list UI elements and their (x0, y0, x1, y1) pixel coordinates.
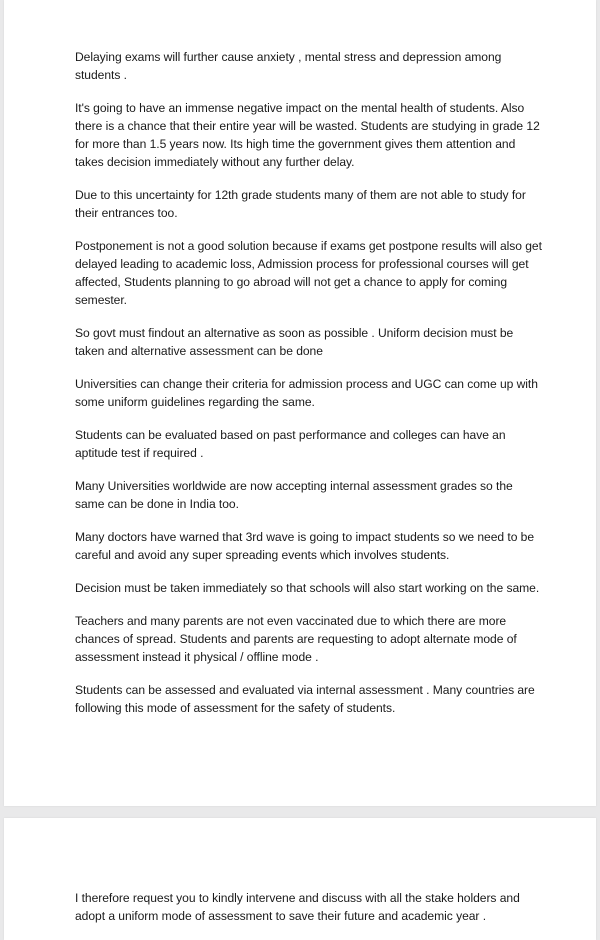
paragraph-closing-request: I therefore request you to kindly intervene and discuss with all the stake holders and adopt a uniform mode of assessment to save their future and academic year . (75, 891, 520, 923)
paragraph-internal-assessment-worldwide: Many Universities worldwide are now accepting internal assessment grades so the same can be done in India too. (75, 479, 513, 511)
paragraph-mental-health-impact: It's going to have an immense negative impact on the mental health of students. Also there is a chance that their entire year will be wasted. Students are studying in grade 12 for more than 1.5 years now. Its high time the government gives them attention and takes decision immediately without any further delay. (75, 101, 540, 169)
document-page-1 (4, 0, 596, 806)
paragraph-exam-delay-anxiety: Delaying exams will further cause anxiety , mental stress and depression among students . (75, 50, 502, 82)
paragraph-uncertainty-entrances: Due to this uncertainty for 12th grade students many of them are not able to study for their entrances too. (75, 188, 526, 220)
paragraph-vaccination-concern: Teachers and many parents are not even vaccinated due to which there are more chances of spread. Students and parents are requesting to adopt alternate mode of assessment instead it physical / offline mode . (75, 614, 517, 664)
paragraph-university-criteria: Universities can change their criteria for admission process and UGC can come up with some uniform guidelines regarding the same. (75, 377, 538, 409)
paragraph-alternative-assessment: So govt must findout an alternative as soon as possible . Uniform decision must be taken and alternative assessment can be done (75, 326, 514, 358)
document-page-2 (4, 818, 596, 940)
paragraph-internal-evaluation: Students can be assessed and evaluated via internal assessment . Many countries are following this mode of assessment for the safety of students. (75, 683, 535, 715)
paragraph-immediate-decision: Decision must be taken immediately so that schools will also start working on the same. (75, 581, 540, 595)
paragraph-postponement-consequences: Postponement is not a good solution because if exams get postpone results will also get delayed leading to academic loss, Admission process for professional courses will get affected, Students planning to go abroad will not get a chance to apply for coming semester. (75, 239, 542, 307)
paragraph-third-wave-warning: Many doctors have warned that 3rd wave is going to impact students so we need to be careful and avoid any super spreading events which involves students. (75, 530, 535, 562)
paragraph-past-performance: Students can be evaluated based on past performance and colleges can have an aptitude test if required . (75, 428, 506, 460)
